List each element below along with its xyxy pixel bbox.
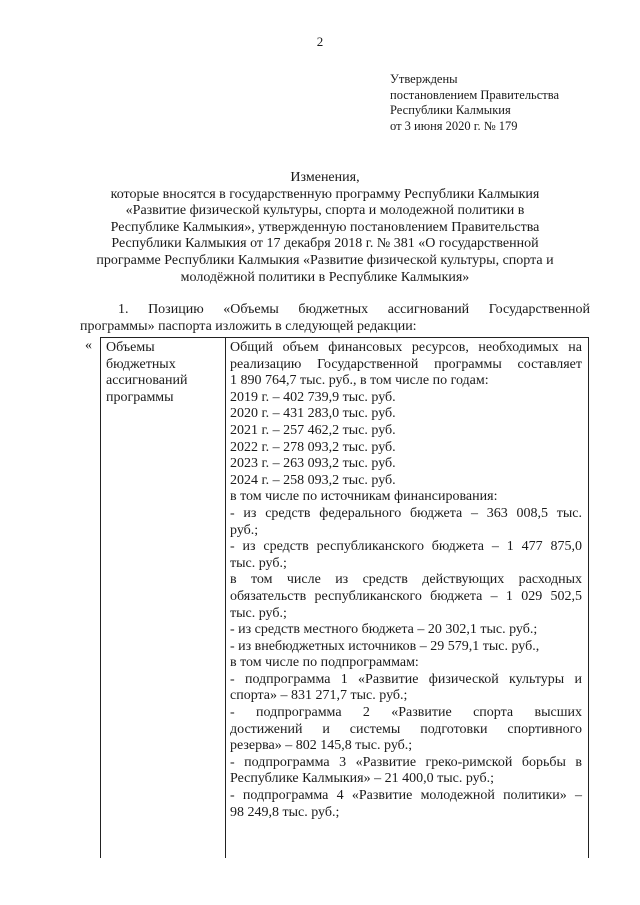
document-heading <box>60 170 590 286</box>
label-line: Объемы <box>106 340 155 355</box>
content-line: - подпрограмма 1 «Развитие физической культуры и <box>230 671 582 687</box>
content-line: - из внебюджетных источников – 29 579,1 тыс. руб., <box>230 638 540 654</box>
heading-line: Изменения, <box>290 170 360 185</box>
label-line: программы <box>106 389 174 405</box>
approval-line: от 3 июня 2020 г. № 179 <box>390 118 518 133</box>
content-line: - из средств республиканского бюджета – 1 477 875,0 <box>230 539 582 555</box>
intro-line: программы» паспорта изложить в следующей редакции: <box>80 318 417 334</box>
label-line: ассигнований <box>106 373 188 389</box>
intro-paragraph <box>80 302 590 335</box>
table-label-cell <box>106 340 222 406</box>
label-line: бюджетных <box>106 356 176 372</box>
table-content-cell <box>230 340 582 821</box>
content-line: - из средств федерального бюджета – 363 008,5 тыс. <box>230 505 582 521</box>
budget-table <box>100 337 589 858</box>
content-line: 2023 г. – 263 093,2 тыс. руб. <box>230 456 396 472</box>
content-line: - подпрограмма 4 «Развитие молодежной политики» – <box>230 788 582 804</box>
heading-line: «Развитие физической культуры, спорта и молодежной политики в <box>125 203 525 219</box>
heading-line: Республике Калмыкия», утвержденную постановлением Правительства <box>110 219 540 235</box>
content-line: в том числе по подпрограммам: <box>230 655 419 671</box>
content-line: 2020 г. – 431 283,0 тыс. руб. <box>230 406 396 422</box>
content-line: - подпрограмма 3 «Развитие греко-римской борьбы в <box>230 754 582 770</box>
content-line: резерва» – 802 145,8 тыс. руб.; <box>230 738 413 754</box>
content-line: реализацию Государственной программы составляет <box>230 356 582 372</box>
content-line: 2024 г. – 258 093,2 тыс. руб. <box>230 472 396 488</box>
approval-line: Республики Калмыкия <box>390 103 511 117</box>
content-line: руб.; <box>230 522 259 538</box>
heading-line: программе Республики Калмыкия «Развитие физической культуры, спорта и <box>96 252 554 268</box>
content-line: Общий объем финансовых ресурсов, необходимых на <box>230 340 582 355</box>
content-line: достижений и системы подготовки спортивного <box>230 721 582 737</box>
content-line: Республике Калмыкия» – 21 400,0 тыс. руб.; <box>230 771 494 787</box>
content-line: 2019 г. – 402 739,9 тыс. руб. <box>230 389 396 405</box>
content-line: обязательств республиканского бюджета – 1 029 502,5 <box>230 588 582 604</box>
content-line: в том числе из средств действующих расходных <box>230 572 582 588</box>
content-line: в том числе по источникам финансирования: <box>230 489 498 505</box>
open-quote: « <box>85 338 92 353</box>
heading-line: Республики Калмыкия от 17 декабря 2018 г. № 381 «О государственной <box>111 236 539 252</box>
page-number: 2 <box>316 34 324 49</box>
intro-line: 1. Позицию «Объемы бюджетных ассигнований Государственной <box>118 302 590 317</box>
content-line: - из средств местного бюджета – 20 302,1 тыс. руб.; <box>230 622 538 638</box>
approval-block <box>390 72 559 134</box>
approval-line: постановлением Правительства <box>390 87 560 102</box>
right-border <box>588 338 589 858</box>
content-line: тыс. руб.; <box>230 605 287 621</box>
approval-line: Утверждены <box>390 72 458 86</box>
content-line: - подпрограмма 2 «Развитие спорта высших <box>230 705 582 721</box>
content-line: спорта» – 831 271,7 тыс. руб.; <box>230 688 408 704</box>
column-divider <box>225 338 226 858</box>
heading-line: молодёжной политики в Республике Калмыкия» <box>180 269 470 285</box>
content-line: 1 890 764,7 тыс. руб., в том числе по годам: <box>230 373 489 389</box>
content-line: тыс. руб.; <box>230 555 287 571</box>
heading-line: которые вносятся в государственную программу Республики Калмыкия <box>110 186 540 202</box>
content-line: 2022 г. – 278 093,2 тыс. руб. <box>230 439 396 455</box>
content-line: 2021 г. – 257 462,2 тыс. руб. <box>230 422 396 438</box>
content-line: 98 249,8 тыс. руб.; <box>230 804 340 820</box>
